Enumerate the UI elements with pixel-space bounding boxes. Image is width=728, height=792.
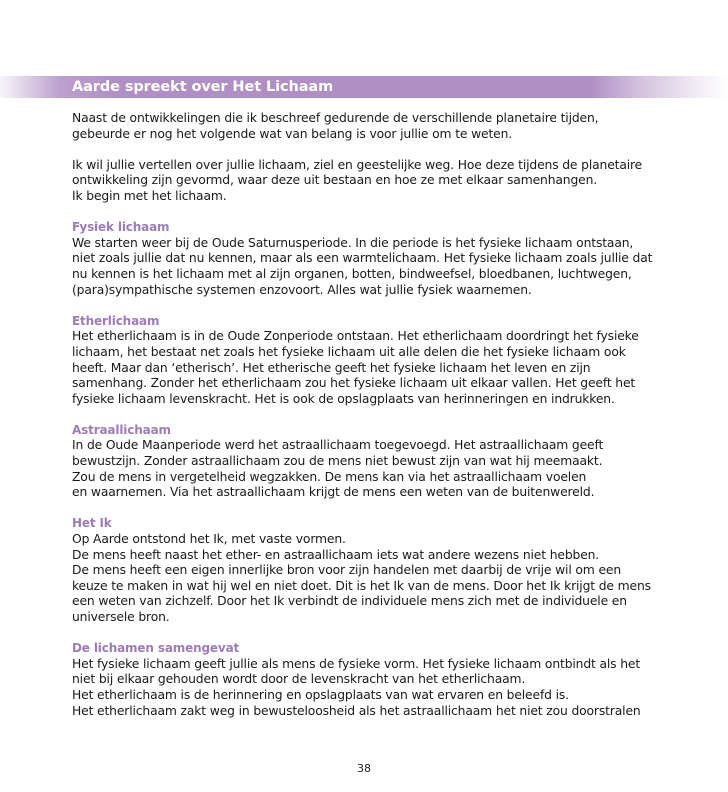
- section-fysiek-lichaam: [72, 220, 662, 298]
- section-heading: Het Ik: [72, 516, 112, 531]
- text-line: en waarnemen. Via het astraallichaam krijgt de mens een weten van de buitenwereld.: [72, 485, 595, 500]
- text-line: bewustzijn. Zonder astraallichaam zou de mens niet bewust zijn van wat hij meemaakt.: [72, 454, 603, 469]
- text-line: Het etherlichaam zakt weg in bewusteloosheid als het astraallichaam het niet zou doorstralen: [72, 703, 641, 718]
- text-line: niet bij elkaar gehouden wordt door de levenskracht van het etherlichaam.: [72, 672, 526, 687]
- text-line: een weten van zichzelf. Door het Ik verbindt de individuele mens zich met de individuele en: [72, 594, 627, 609]
- section-lichamen-samengevat: [72, 641, 662, 719]
- text-line: fysieke lichaam levenskracht. Het is ook de opslagplaats van herinneringen en indrukken.: [72, 391, 615, 406]
- text-line: ontwikkeling zijn gevormd, waar deze uit bestaan en hoe ze met elkaar samenhangen.: [72, 173, 598, 188]
- page-content: [72, 111, 662, 735]
- section-heading: Fysiek lichaam: [72, 220, 170, 235]
- text-line: lichaam, het bestaat net zoals het fysieke lichaam uit alle delen die het fysieke lichaam ook: [72, 344, 626, 359]
- text-line: nu kennen is het lichaam met al zijn organen, botten, bindweefsel, bloedbanen, luchtwegen,: [72, 266, 632, 281]
- text-line: Zou de mens in vergetelheid wegzakken. De mens kan via het astraallichaam voelen: [72, 469, 587, 484]
- text-line: De mens heeft naast het ether- en astraallichaam iets wat andere wezens niet hebben.: [72, 547, 600, 562]
- text-line: Het etherlichaam is in de Oude Zonperiode ontstaan. Het etherlichaam doordringt het fysieke: [72, 329, 639, 344]
- intro-paragraph: [72, 111, 662, 142]
- chapter-title: Aarde spreekt over Het Lichaam: [72, 79, 334, 95]
- text-line: Het etherlichaam is de herinnering en opslagplaats van wat ervaren en beleefd is.: [72, 687, 569, 702]
- chapter-banner: [0, 76, 728, 98]
- text-line: (para)sympathische systemen enzovoort. Alles wat jullie fysiek waarnemen.: [72, 282, 532, 297]
- section-heading: Astraallichaam: [72, 422, 171, 437]
- text-line: We starten weer bij de Oude Saturnusperiode. In die periode is het fysieke lichaam ontstaan,: [72, 235, 634, 250]
- text-line: Het fysieke lichaam geeft jullie als mens de fysieke vorm. Het fysieke lichaam ontbindt als het: [72, 656, 641, 671]
- text-line: universele bron.: [72, 610, 170, 624]
- text-line: De mens heeft een eigen innerlijke bron voor zijn handelen met daarbij de vrije wil om een: [72, 563, 622, 578]
- section-het-ik: [72, 516, 662, 625]
- intro-paragraph: [72, 158, 662, 205]
- page-number: 38: [357, 762, 371, 775]
- text-line: heeft. Maar dan ‘etherisch’. Het etherische geeft het fysieke lichaam het leven en zijn: [72, 360, 591, 375]
- text-line: gebeurde er nog het volgende wat van belang is voor jullie om te weten.: [72, 126, 513, 141]
- section-heading: De lichamen samengevat: [72, 641, 240, 656]
- text-line: In de Oude Maanperiode werd het astraallichaam toegevoegd. Het astraallichaam geeft: [72, 438, 604, 453]
- text-line: Op Aarde ontstond het Ik, met vaste vormen.: [72, 532, 346, 547]
- text-line: niet zoals jullie dat nu kennen, maar als een warmtelichaam. Het fysieke lichaam zoals jullie dat: [72, 251, 653, 266]
- text-line: keuze te maken in wat hij wel en niet doet. Dit is het Ik van de mens. Door het Ik krijgt de mens: [72, 578, 651, 593]
- section-etherlichaam: [72, 314, 662, 408]
- text-line: samenhang. Zonder het etherlichaam zou het fysieke lichaam uit elkaar vallen. Het geeft het: [72, 376, 636, 391]
- text-line: Naast de ontwikkelingen die ik beschreef gedurende de verschillende planetaire tijden,: [72, 111, 599, 125]
- section-heading: Etherlichaam: [72, 313, 160, 328]
- text-line: Ik begin met het lichaam.: [72, 188, 227, 203]
- section-astraallichaam: [72, 423, 662, 501]
- text-line: Ik wil jullie vertellen over jullie lichaam, ziel en geestelijke weg. Hoe deze tijdens de planetaire: [72, 157, 643, 172]
